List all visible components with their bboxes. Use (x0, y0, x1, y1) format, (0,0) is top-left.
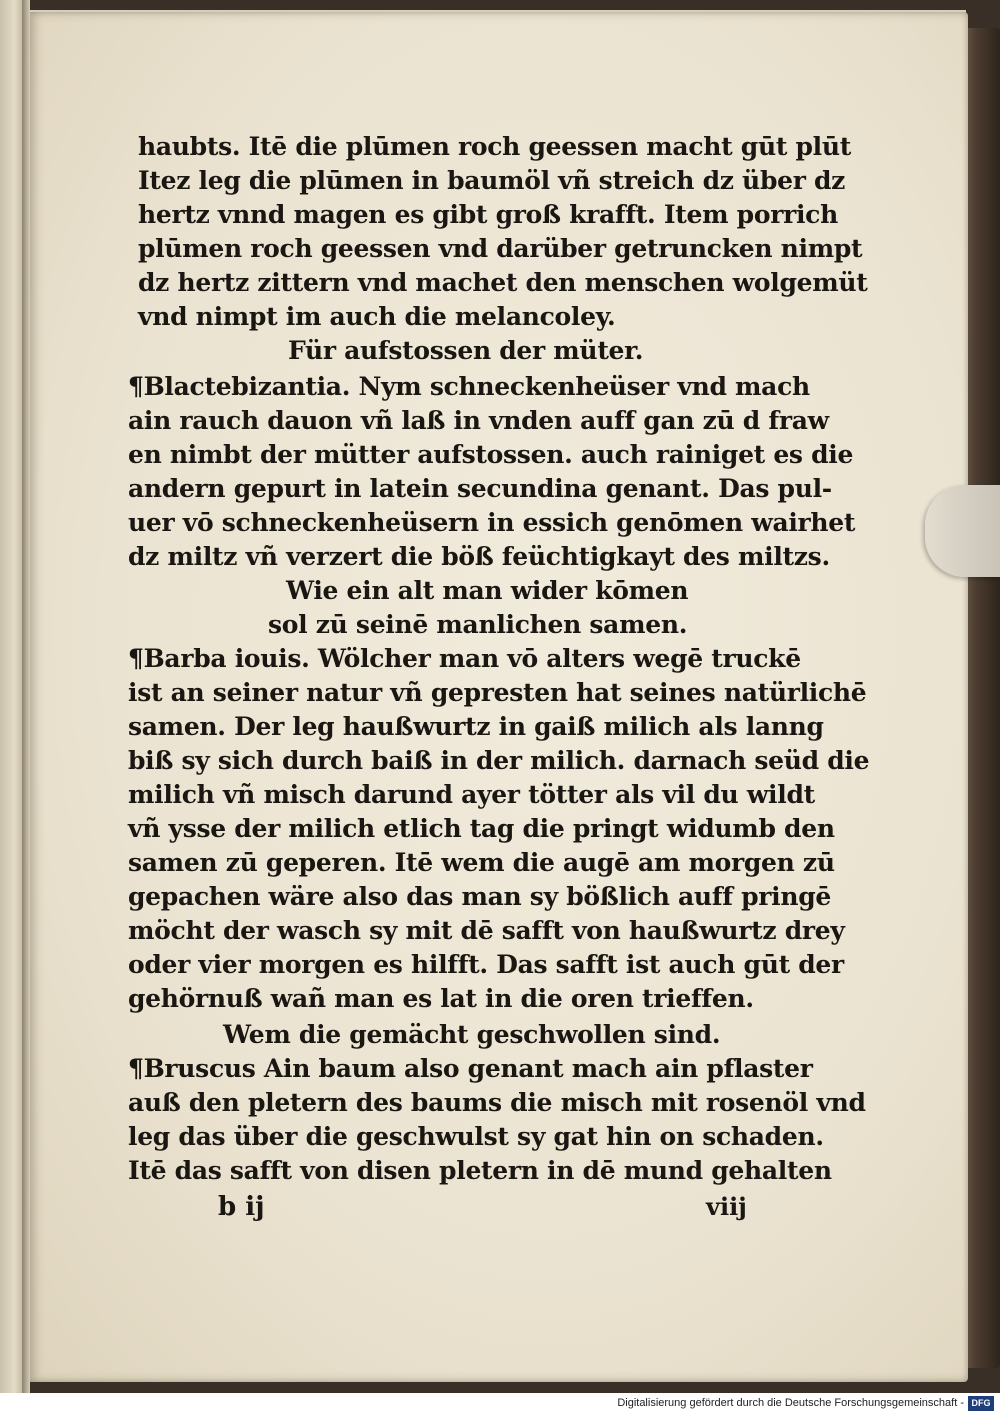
book-page (28, 12, 968, 1382)
text-line: biß sy sich durch baiß in der milich. darnach seüd die (128, 746, 870, 775)
section-heading: Wie ein alt man wider kōmen (286, 576, 689, 605)
page-number: viij (706, 1192, 747, 1221)
text-line: möcht der wasch sy mit dē safft von haußwurtz drey (128, 916, 845, 945)
credit-text: Digitalisierung gefördert durch die Deutsche Forschungsgemeinschaft - (617, 1397, 964, 1409)
text-line: milich vñ misch darund ayer tötter als vil du wildt (128, 780, 815, 809)
text-line: ain rauch dauon vñ laß in vnden auff gan zū d fraw (128, 406, 829, 435)
text-line: dz miltz vñ verzert die böß feüchtigkayt des miltzs. (128, 542, 830, 571)
text-line: oder vier morgen es hilfft. Das safft ist auch gūt der (128, 950, 844, 979)
text-line: leg das über die geschwulst sy gat hin on schaden. (128, 1122, 824, 1151)
text-line: dz hertz zittern vnd machet den menschen wolgemüt (138, 268, 868, 297)
page-clip-tab (925, 485, 1000, 577)
text-line: hertz vnnd magen es gibt groß krafft. Item porrich (138, 200, 838, 229)
text-line: ¶Bruscus Ain baum also genant mach ain pflaster (128, 1054, 813, 1083)
credit-bar (0, 1393, 1000, 1415)
text-line: plūmen roch geessen vnd darüber getruncken nimpt (138, 234, 863, 263)
text-line: auß den pletern des baums die misch mit rosenöl vnd (128, 1088, 866, 1117)
section-heading: sol zū seinē manlichen samen. (268, 610, 688, 639)
page-gutter (22, 0, 30, 1393)
text-line: ist an seiner natur vñ gepresten hat seines natürlichē (128, 678, 867, 707)
section-heading: Für aufstossen der müter. (288, 336, 644, 365)
text-line: uer vō schneckenheüsern in essich genōmen wairhet (128, 508, 856, 537)
text-line: vñ ysse der milich etlich tag die pringt widumb den (128, 814, 835, 843)
text-line: samen zū geperen. Itē wem die augē am morgen zū (128, 848, 835, 877)
text-line: Itē das safft von disen pletern in dē mund gehalten (128, 1156, 832, 1185)
text-line: gepachen wäre also das man sy bößlich auff pringē (128, 882, 832, 911)
text-line: haubts. Itē die plūmen roch geessen macht gūt plūt (138, 132, 851, 161)
text-line: ¶Blactebizantia. Nym schneckenheüser vnd mach (128, 372, 810, 401)
text-line: Itez leg die plūmen in baumöl vñ streich dz über dz (138, 166, 846, 195)
text-line: andern gepurt in latein secundina genant. Das pul- (128, 474, 832, 503)
text-line: vnd nimpt im auch die melancoley. (138, 302, 616, 331)
section-heading: Wem die gemächt geschwollen sind. (223, 1020, 721, 1049)
text-line: ¶Barba iouis. Wölcher man vō alters wegē truckē (128, 644, 801, 673)
text-line: gehörnuß wañ man es lat in die oren trieffen. (128, 984, 754, 1013)
signature-mark: b ij (218, 1192, 265, 1222)
dfg-logo-icon: DFG (968, 1396, 994, 1411)
text-line: en nimbt der mütter aufstossen. auch rainiget es die (128, 440, 854, 469)
text-line: samen. Der leg haußwurtz in gaiß milich als lanng (128, 712, 824, 741)
